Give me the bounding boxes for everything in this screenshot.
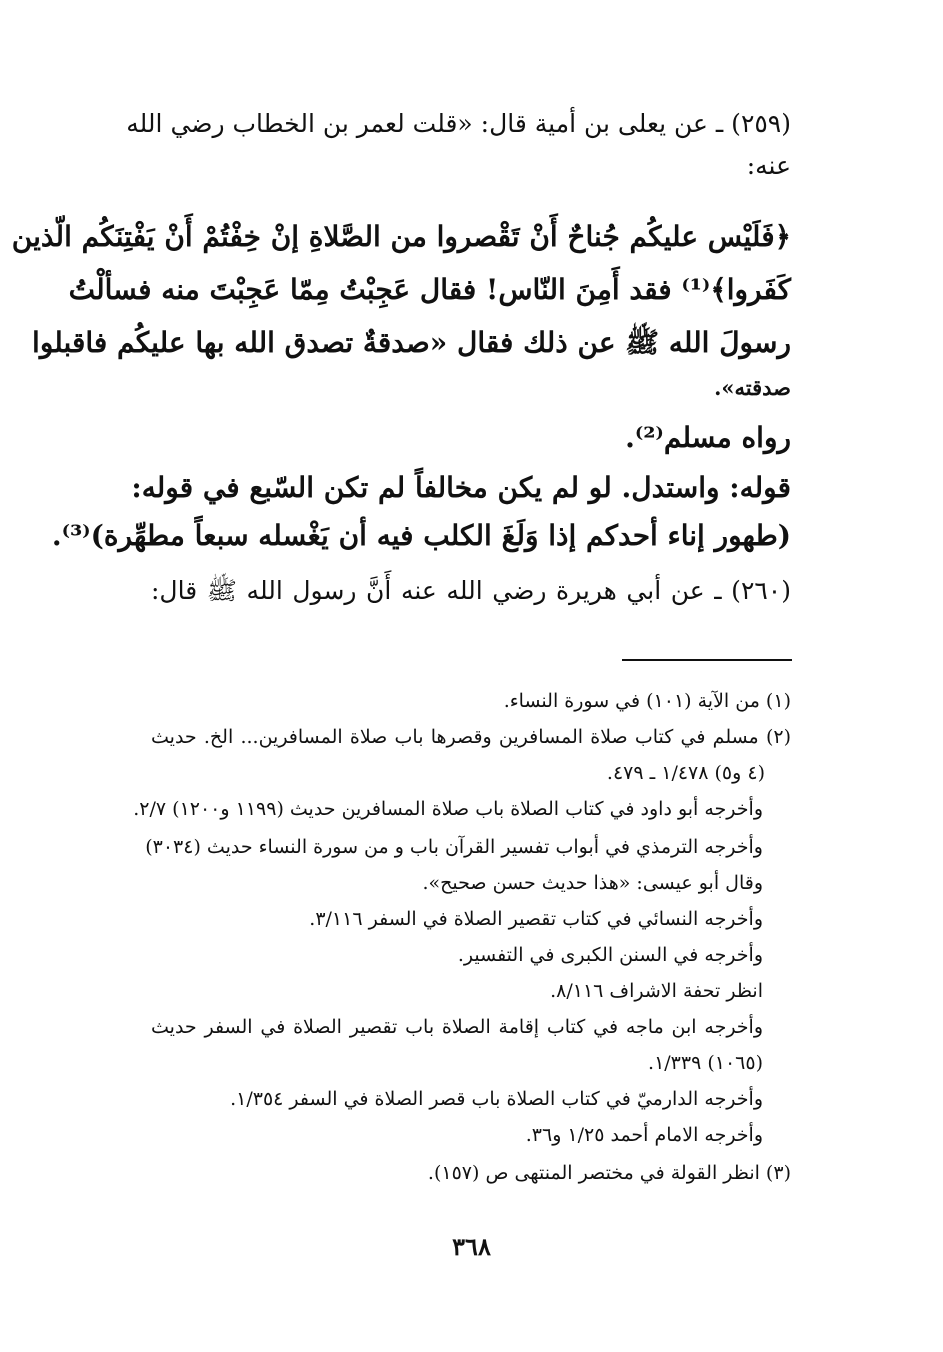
footnote-2-line-2: (٤ و٥) ١/٤٧٨ ـ ٤٧٩. (606, 762, 765, 784)
footnote-2-line-6: وأخرجه النسائي في كتاب تقصير الصلاة في السفر ٣/١١٦. (309, 908, 763, 930)
footnote-2-line-8: انظر تحفة الاشراف ٨/١١٦. (550, 980, 763, 1002)
footnote-2-line-3: وأخرجه أبو داود في كتاب الصلاة باب صلاة المسافرين حديث (١١٩٩ و١٢٠٠) ٢/٧. (133, 798, 763, 820)
hadith-259-line-6: صدقته». (714, 375, 791, 400)
footnote-2-line-12: وأخرجه الامام أحمد ١/٢٥ و٣٦. (525, 1124, 763, 1146)
hadith-259-line-5: رسولَ الله ﷺ عن ذلك فقال «صدقةٌ تصدق الله بها عليكُم فاقبلوا (32, 326, 791, 359)
hadith-259-line-2: عنه: (746, 151, 791, 180)
footnote-2-line-7: وأخرجه في السنن الكبرى في التفسير. (457, 944, 763, 966)
footnote-2-line-10: (١٠٦٥) ١/٣٣٩. (648, 1052, 763, 1074)
footnote-2-line-9: وأخرجه ابن ماجه في كتاب إقامة الصلاة باب تقصير الصلاة في السفر حديث (151, 1016, 763, 1038)
quran-verse-line-1: ﴿فَلَيْس عليكُم جُناحٌ أَنْ تَقْصروا من الصَّلاةِ إنْ خِفْتُمْ أَنْ يَفْتِنَكُم الّذين (11, 220, 791, 253)
hadith-260-line-1: (٢٦٠) ـ عن أبي هريرة رضي الله عنه أَنَّ رسول الله ﷺ قال: (151, 576, 791, 605)
hadith-259-line-1: (٢٥٩) ـ عن يعلى بن أمية قال: «قلت لعمر بن الخطاب رضي الله (126, 109, 791, 138)
footnote-3: (٣) انظر القولة في مختصر المنتهى ص (١٥٧). (427, 1162, 791, 1184)
quran-verse-line-2: كَفَروا﴾⁽¹⁾ فقد أَمِنَ النّاس! فقال عَجِبْتُ مِمّا عَجِبْتَ منه فسألْتُ (68, 273, 791, 306)
page-number: ٣٦٨ (452, 1232, 491, 1261)
footnote-2-line-1: (٢) مسلم في كتاب صلاة المسافرين وقصرها باب صلاة المسافرين... الخ. حديث (151, 726, 791, 748)
footnote-separator (622, 659, 792, 661)
footnote-2-line-5: وقال أبو عيسى: «هذا حديث حسن صحيح». (422, 872, 763, 894)
commentary-line-1: قوله: واستدل. لو لم يكن مخالفاً لم تكن السّبع في قوله: (131, 471, 791, 504)
footnote-1: (١) من الآية (١٠١) في سورة النساء. (503, 690, 791, 712)
commentary-line-2: (طهور إناء أحدكم إذا وَلَغَ الكلب فيه أن يَغْسله سبعاً مطهِّرة)⁽³⁾. (51, 519, 791, 552)
footnote-2-line-4: وأخرجه الترمذي في أبواب تفسير القرآن باب و من سورة النساء حديث (٣٠٣٤) (145, 836, 763, 858)
narration-source: رواه مسلم⁽²⁾. (625, 421, 791, 454)
footnote-2-line-11: وأخرجه الدارميّ في كتاب الصلاة باب قصر الصلاة في السفر ١/٣٥٤. (230, 1088, 763, 1110)
